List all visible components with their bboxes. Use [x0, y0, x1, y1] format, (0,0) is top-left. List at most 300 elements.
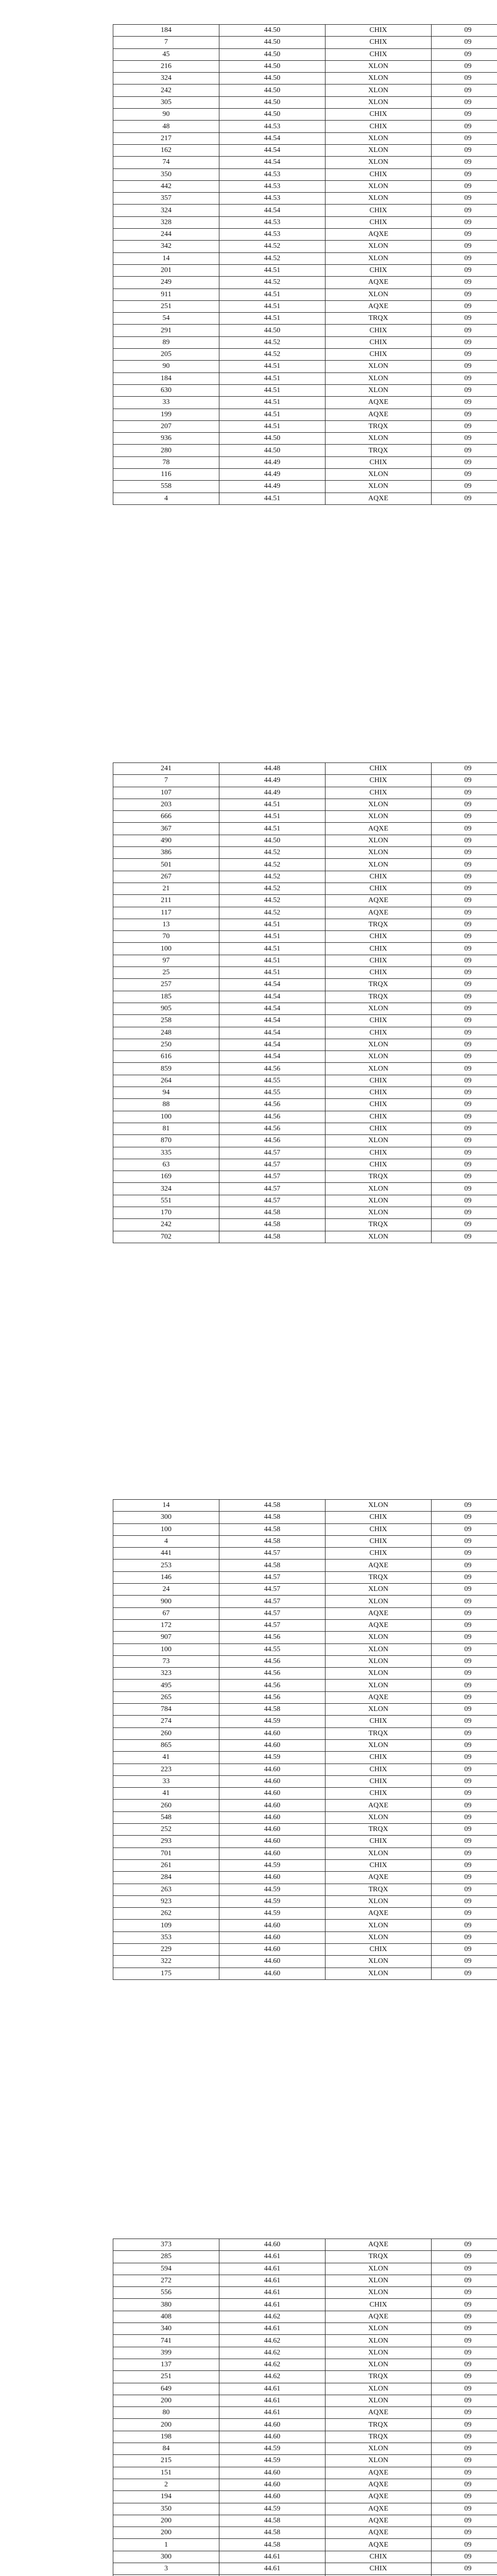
venue-cell: AQXE: [325, 2491, 432, 2503]
time-cell: 09: [432, 1943, 497, 1955]
time-cell: 09: [432, 1727, 497, 1739]
quantity-cell: 260: [113, 1727, 219, 1739]
time-cell: 09: [432, 1956, 497, 1968]
quantity-cell: 630: [113, 384, 219, 396]
venue-cell: XLON: [325, 1931, 432, 1943]
time-cell: 09: [432, 1500, 497, 1512]
time-cell: 09: [432, 1704, 497, 1716]
quantity-cell: 7: [113, 37, 219, 48]
price-cell: 44.60: [219, 2491, 325, 2503]
time-cell: 09: [432, 2323, 497, 2335]
table-row: [113, 361, 497, 372]
quantity-cell: 900: [113, 1596, 219, 1607]
venue-cell: AQXE: [325, 1619, 432, 1631]
price-cell: 44.48: [219, 763, 325, 775]
table-row: [113, 1619, 497, 1631]
price-cell: 44.58: [219, 2539, 325, 2551]
time-cell: 09: [432, 823, 497, 835]
quantity-cell: 702: [113, 1231, 219, 1243]
quantity-cell: 258: [113, 1015, 219, 1027]
price-cell: 44.56: [219, 1632, 325, 1643]
time-cell: 09: [432, 2251, 497, 2263]
quantity-cell: 865: [113, 1739, 219, 1751]
price-cell: 44.60: [219, 1800, 325, 1811]
venue-cell: CHIX: [325, 1535, 432, 1547]
price-cell: 44.50: [219, 109, 325, 121]
table-row: [113, 384, 497, 396]
venue-cell: AQXE: [325, 229, 432, 241]
venue-cell: XLON: [325, 1632, 432, 1643]
quantity-cell: 353: [113, 1931, 219, 1943]
quantity-cell: 90: [113, 109, 219, 121]
table-row: [113, 1075, 497, 1087]
price-cell: 44.50: [219, 835, 325, 846]
table-row: [113, 241, 497, 252]
venue-cell: XLON: [325, 1668, 432, 1680]
time-cell: 09: [432, 1920, 497, 1931]
quantity-cell: 907: [113, 1632, 219, 1643]
table-row: [113, 1943, 497, 1955]
table-row: [113, 264, 497, 276]
quantity-cell: 340: [113, 2323, 219, 2335]
venue-cell: AQXE: [325, 1908, 432, 1920]
quantity-cell: 45: [113, 48, 219, 60]
quantity-cell: 184: [113, 372, 219, 384]
time-cell: 09: [432, 1051, 497, 1063]
quantity-cell: 117: [113, 907, 219, 919]
price-cell: 44.59: [219, 1884, 325, 1895]
price-cell: 44.58: [219, 1207, 325, 1218]
quantity-cell: 248: [113, 1027, 219, 1039]
price-cell: 44.50: [219, 84, 325, 96]
table-row: [113, 1135, 497, 1147]
price-cell: 44.60: [219, 2467, 325, 2479]
venue-cell: XLON: [325, 1739, 432, 1751]
venue-cell: XLON: [325, 84, 432, 96]
price-cell: 44.54: [219, 144, 325, 156]
quantity-cell: 109: [113, 1920, 219, 1931]
price-cell: 44.57: [219, 1584, 325, 1596]
table-row: [113, 2563, 497, 2575]
time-cell: 09: [432, 2419, 497, 2431]
table-row: [113, 121, 497, 132]
table-row: [113, 1123, 497, 1134]
venue-cell: CHIX: [325, 37, 432, 48]
price-cell: 44.59: [219, 1716, 325, 1727]
quantity-cell: 116: [113, 468, 219, 480]
quantity-cell: 33: [113, 1775, 219, 1787]
venue-cell: XLON: [325, 1848, 432, 1859]
quantity-cell: 936: [113, 433, 219, 445]
quantity-cell: 556: [113, 2287, 219, 2299]
time-cell: 09: [432, 384, 497, 396]
time-cell: 09: [432, 2515, 497, 2527]
venue-cell: XLON: [325, 180, 432, 192]
price-cell: 44.51: [219, 289, 325, 300]
table-row: [113, 313, 497, 325]
time-cell: 09: [432, 1512, 497, 1523]
quantity-cell: 7: [113, 775, 219, 787]
time-cell: 09: [432, 2359, 497, 2370]
quantity-cell: 649: [113, 2383, 219, 2395]
quantity-cell: 260: [113, 1800, 219, 1811]
quantity-cell: 251: [113, 300, 219, 312]
venue-cell: CHIX: [325, 1523, 432, 1535]
price-cell: 44.50: [219, 433, 325, 445]
time-cell: 09: [432, 2263, 497, 2275]
time-cell: 09: [432, 1668, 497, 1680]
price-cell: 44.53: [219, 193, 325, 205]
time-cell: 09: [432, 37, 497, 48]
quantity-cell: 322: [113, 1956, 219, 1968]
table-row: [113, 2335, 497, 2347]
time-cell: 09: [432, 25, 497, 37]
price-cell: 44.52: [219, 241, 325, 252]
price-cell: 44.60: [219, 1739, 325, 1751]
price-cell: 44.57: [219, 1548, 325, 1560]
price-cell: 44.56: [219, 1099, 325, 1111]
trades-table-body: [113, 2239, 497, 2576]
table-row: [113, 2383, 497, 2395]
venue-cell: TRQX: [325, 1824, 432, 1836]
quantity-cell: 41: [113, 1752, 219, 1764]
price-cell: 44.51: [219, 397, 325, 409]
venue-cell: XLON: [325, 1051, 432, 1063]
price-cell: 44.59: [219, 2503, 325, 2515]
price-cell: 44.52: [219, 895, 325, 907]
venue-cell: CHIX: [325, 121, 432, 132]
venue-cell: XLON: [325, 1596, 432, 1607]
venue-cell: CHIX: [325, 787, 432, 799]
time-cell: 09: [432, 1775, 497, 1787]
table-row: [113, 1859, 497, 1871]
price-cell: 44.58: [219, 1523, 325, 1535]
price-cell: 44.60: [219, 2479, 325, 2490]
time-cell: 09: [432, 1739, 497, 1751]
time-cell: 09: [432, 1123, 497, 1134]
quantity-cell: 169: [113, 1171, 219, 1183]
price-cell: 44.56: [219, 1668, 325, 1680]
quantity-cell: 616: [113, 1051, 219, 1063]
price-cell: 44.52: [219, 907, 325, 919]
table-row: [113, 2263, 497, 2275]
table-row: [113, 859, 497, 871]
table-row: [113, 1523, 497, 1535]
price-cell: 44.51: [219, 313, 325, 325]
venue-cell: AQXE: [325, 1872, 432, 1884]
venue-cell: CHIX: [325, 2551, 432, 2563]
price-cell: 44.60: [219, 1848, 325, 1859]
table-row: [113, 300, 497, 312]
table-row: [113, 811, 497, 823]
quantity-cell: 21: [113, 883, 219, 894]
venue-cell: CHIX: [325, 1764, 432, 1775]
price-cell: 44.61: [219, 2323, 325, 2335]
table-row: [113, 193, 497, 205]
price-cell: 44.51: [219, 372, 325, 384]
table-row: [113, 991, 497, 1003]
venue-cell: CHIX: [325, 1111, 432, 1123]
time-cell: 09: [432, 2539, 497, 2551]
table-row: [113, 48, 497, 60]
venue-cell: CHIX: [325, 349, 432, 361]
time-cell: 09: [432, 1607, 497, 1619]
time-cell: 09: [432, 2503, 497, 2515]
quantity-cell: 200: [113, 2419, 219, 2431]
time-cell: 09: [432, 2455, 497, 2467]
time-cell: 09: [432, 2335, 497, 2347]
venue-cell: XLON: [325, 1003, 432, 1014]
quantity-cell: 211: [113, 895, 219, 907]
quantity-cell: 305: [113, 96, 219, 108]
table-row: [113, 2359, 497, 2370]
table-row: [113, 919, 497, 930]
venue-cell: CHIX: [325, 1775, 432, 1787]
quantity-cell: 33: [113, 397, 219, 409]
quantity-cell: 870: [113, 1135, 219, 1147]
time-cell: 09: [432, 1523, 497, 1535]
table-row: [113, 1704, 497, 1716]
quantity-cell: 244: [113, 229, 219, 241]
time-cell: 09: [432, 967, 497, 979]
price-cell: 44.60: [219, 2419, 325, 2431]
trades-table-body: [113, 25, 497, 505]
time-cell: 09: [432, 907, 497, 919]
time-cell: 09: [432, 1800, 497, 1811]
time-cell: 09: [432, 60, 497, 72]
venue-cell: XLON: [325, 193, 432, 205]
table-row: [113, 1207, 497, 1218]
quantity-cell: 100: [113, 1523, 219, 1535]
table-row: [113, 349, 497, 361]
time-cell: 09: [432, 121, 497, 132]
time-cell: 09: [432, 1691, 497, 1703]
table-row: [113, 1775, 497, 1787]
time-cell: 09: [432, 2311, 497, 2323]
venue-cell: XLON: [325, 835, 432, 846]
quantity-cell: 2: [113, 2479, 219, 2490]
price-cell: 44.50: [219, 60, 325, 72]
price-cell: 44.56: [219, 1111, 325, 1123]
quantity-cell: 151: [113, 2467, 219, 2479]
quantity-cell: 293: [113, 1836, 219, 1848]
price-cell: 44.51: [219, 955, 325, 967]
price-cell: 44.49: [219, 468, 325, 480]
price-cell: 44.55: [219, 1643, 325, 1655]
price-cell: 44.60: [219, 1943, 325, 1955]
quantity-cell: 261: [113, 1859, 219, 1871]
quantity-cell: 784: [113, 1704, 219, 1716]
venue-cell: XLON: [325, 2323, 432, 2335]
price-cell: 44.60: [219, 1956, 325, 1968]
quantity-cell: 100: [113, 1111, 219, 1123]
quantity-cell: 252: [113, 1824, 219, 1836]
table-row: [113, 967, 497, 979]
table-row: [113, 1716, 497, 1727]
quantity-cell: 217: [113, 132, 219, 144]
price-cell: 44.51: [219, 811, 325, 823]
venue-cell: TRQX: [325, 919, 432, 930]
time-cell: 09: [432, 1063, 497, 1075]
table-row: [113, 1811, 497, 1823]
price-cell: 44.57: [219, 1147, 325, 1159]
venue-cell: XLON: [325, 2455, 432, 2467]
time-cell: 09: [432, 157, 497, 168]
table-row: [113, 1836, 497, 1848]
table-row: [113, 2347, 497, 2359]
table-row: [113, 252, 497, 264]
table-row: [113, 2431, 497, 2443]
table-row: [113, 1039, 497, 1050]
time-cell: 09: [432, 1571, 497, 1583]
price-cell: 44.51: [219, 493, 325, 504]
quantity-cell: 48: [113, 121, 219, 132]
time-cell: 09: [432, 2467, 497, 2479]
price-cell: 44.54: [219, 132, 325, 144]
quantity-cell: 285: [113, 2251, 219, 2263]
table-row: [113, 943, 497, 955]
time-cell: 09: [432, 775, 497, 787]
quantity-cell: 88: [113, 1099, 219, 1111]
quantity-cell: 242: [113, 84, 219, 96]
time-cell: 09: [432, 1027, 497, 1039]
price-cell: 44.50: [219, 325, 325, 336]
venue-cell: XLON: [325, 799, 432, 810]
venue-cell: XLON: [325, 1135, 432, 1147]
venue-cell: AQXE: [325, 2503, 432, 2515]
price-cell: 44.54: [219, 1027, 325, 1039]
quantity-cell: 399: [113, 2347, 219, 2359]
venue-cell: AQXE: [325, 1607, 432, 1619]
price-cell: 44.62: [219, 2347, 325, 2359]
venue-cell: AQXE: [325, 2467, 432, 2479]
time-cell: 09: [432, 1195, 497, 1207]
venue-cell: XLON: [325, 241, 432, 252]
price-cell: 44.60: [219, 2431, 325, 2443]
quantity-cell: 74: [113, 157, 219, 168]
price-cell: 44.53: [219, 229, 325, 241]
table-row: [113, 2371, 497, 2383]
table-row: [113, 2287, 497, 2299]
price-cell: 44.52: [219, 336, 325, 348]
venue-cell: AQXE: [325, 2239, 432, 2251]
quantity-cell: 328: [113, 216, 219, 228]
price-cell: 44.51: [219, 931, 325, 943]
price-cell: 44.55: [219, 1075, 325, 1087]
table-row: [113, 493, 497, 504]
table-row: [113, 1171, 497, 1183]
time-cell: 09: [432, 1560, 497, 1571]
venue-cell: XLON: [325, 2287, 432, 2299]
venue-cell: TRQX: [325, 991, 432, 1003]
quantity-cell: 63: [113, 1159, 219, 1171]
price-cell: 44.60: [219, 1764, 325, 1775]
venue-cell: XLON: [325, 1183, 432, 1195]
table-row: [113, 895, 497, 907]
price-cell: 44.51: [219, 384, 325, 396]
quantity-cell: 205: [113, 349, 219, 361]
table-row: [113, 325, 497, 336]
table-row: [113, 73, 497, 84]
quantity-cell: 501: [113, 859, 219, 871]
time-cell: 09: [432, 1836, 497, 1848]
price-cell: 44.51: [219, 823, 325, 835]
price-cell: 44.50: [219, 48, 325, 60]
time-cell: 09: [432, 277, 497, 289]
table-row: [113, 955, 497, 967]
price-cell: 44.60: [219, 1872, 325, 1884]
price-cell: 44.57: [219, 1607, 325, 1619]
venue-cell: CHIX: [325, 1075, 432, 1087]
venue-cell: XLON: [325, 1207, 432, 1218]
time-cell: 09: [432, 1596, 497, 1607]
venue-cell: XLON: [325, 433, 432, 445]
time-cell: 09: [432, 1908, 497, 1920]
table-row: [113, 397, 497, 409]
venue-cell: AQXE: [325, 895, 432, 907]
price-cell: 44.58: [219, 1219, 325, 1231]
time-cell: 09: [432, 1171, 497, 1183]
table-row: [113, 1895, 497, 1907]
price-cell: 44.51: [219, 919, 325, 930]
time-cell: 09: [432, 1548, 497, 1560]
venue-cell: CHIX: [325, 1836, 432, 1848]
table-row: [113, 763, 497, 775]
price-cell: 44.54: [219, 1015, 325, 1027]
trades-table-page-4: [113, 2239, 497, 2576]
time-cell: 09: [432, 193, 497, 205]
venue-cell: XLON: [325, 847, 432, 859]
time-cell: 09: [432, 763, 497, 775]
venue-cell: XLON: [325, 1231, 432, 1243]
venue-cell: TRQX: [325, 2419, 432, 2431]
table-row: [113, 1099, 497, 1111]
table-row: [113, 1739, 497, 1751]
table-row: [113, 1727, 497, 1739]
price-cell: 44.60: [219, 1824, 325, 1836]
table-row: [113, 157, 497, 168]
venue-cell: AQXE: [325, 2527, 432, 2539]
quantity-cell: 250: [113, 1039, 219, 1050]
time-cell: 09: [432, 1087, 497, 1099]
price-cell: 44.55: [219, 1087, 325, 1099]
venue-cell: XLON: [325, 252, 432, 264]
table-row: [113, 1535, 497, 1547]
table-row: [113, 871, 497, 883]
table-row: [113, 1015, 497, 1027]
table-row: [113, 37, 497, 48]
quantity-cell: 200: [113, 2527, 219, 2539]
quantity-cell: 324: [113, 205, 219, 216]
quantity-cell: 551: [113, 1195, 219, 1207]
price-cell: 44.61: [219, 2551, 325, 2563]
quantity-cell: 558: [113, 481, 219, 493]
time-cell: 09: [432, 787, 497, 799]
time-cell: 09: [432, 1872, 497, 1884]
quantity-cell: 241: [113, 763, 219, 775]
price-cell: 44.51: [219, 264, 325, 276]
table-row: [113, 96, 497, 108]
quantity-cell: 280: [113, 445, 219, 456]
table-row: [113, 1668, 497, 1680]
quantity-cell: 41: [113, 1788, 219, 1800]
table-row: [113, 2479, 497, 2490]
time-cell: 09: [432, 2299, 497, 2311]
time-cell: 09: [432, 2551, 497, 2563]
table-row: [113, 1655, 497, 1667]
table-row: [113, 1111, 497, 1123]
quantity-cell: 408: [113, 2311, 219, 2323]
